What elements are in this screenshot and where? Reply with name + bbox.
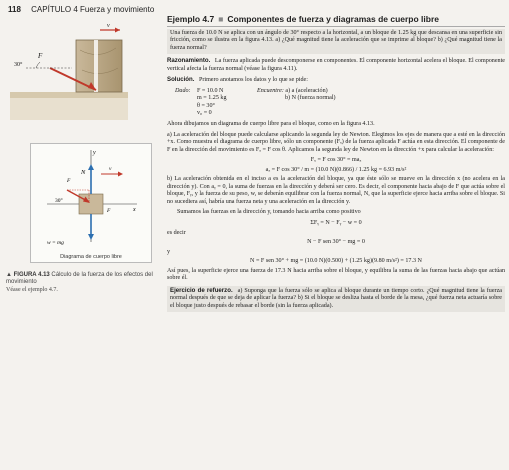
example-number: Ejemplo 4.7 [167, 14, 215, 24]
solution-intro: Primero anotamos los datos y lo que se pide: [198, 77, 308, 84]
fbd-block [79, 194, 103, 214]
reasoning-text: La fuerza aplicada puede descomponerse en componentes. El componente horizontal acelera el bloque. El componente vertical afecta la fuerza normal (véase la figura 4.11). [167, 58, 505, 72]
reinforcement-exercise [167, 286, 505, 313]
paragraph-conclusion: Así pues, la superficie ejerce una fuerza de 17.3 N hacia arriba sobre el bloque, y equilibra la suma de las fuerzas hacia abajo que actúan sobre él. [167, 267, 505, 282]
weight-label: w = mg [47, 240, 64, 246]
contact-strip [94, 40, 98, 92]
exercise-heading: Ejercicio de refuerzo. [170, 286, 233, 294]
equation-2: aₓ = F cos 30° / m = (10.0 N)(0.866) / 1.25 kg = 6.93 m/s² [265, 166, 407, 173]
angle-label: 30° [14, 62, 23, 68]
block-figure [10, 20, 128, 120]
caption-reference: Véase el ejemplo 4.7. [6, 287, 58, 294]
normal-label: N [81, 169, 86, 176]
caption-triangle-icon: ▲ [6, 272, 12, 278]
y-connector-text: y [167, 248, 171, 255]
fbd-caption: Diagrama de cuerpo libre [60, 254, 122, 260]
paragraph-part-a: a) La aceleración del bloque puede calcularse aplicando la segunda ley de Newton. Elegimos los ejes de manera que a esté en la dirección +x. Como muestra el diagrama de cuerpo libre, sólo un componente (Fₓ) de la fuerza aplicada F actúa en esta dirección. El componente de F en la dirección del movimiento es Fₓ = F cos θ. Aplicamos la segunda ley de Newton en la dirección +x para calcular la aceleración: [167, 131, 505, 153]
free-body-diagram [31, 144, 151, 248]
table-front [10, 98, 128, 120]
page-header [8, 5, 154, 14]
fx-label: F [67, 178, 71, 184]
solution-heading: Solución. [167, 76, 195, 84]
y-axis-label: y [93, 150, 96, 156]
velocity-label: v [107, 23, 110, 29]
table-surface [10, 92, 128, 98]
paragraph-sum-forces: Sumamos las fuerzas en la dirección y, tomando hacia arriba como positivo [177, 209, 361, 216]
title-separator-icon: ■ [218, 14, 224, 24]
given-3: θ = 30° [197, 102, 215, 109]
reasoning-paragraph [167, 57, 505, 73]
equation-1: Fₓ = F cos 30° = maₓ [310, 157, 362, 164]
paragraph-fbd: Ahora dibujamos un diagrama de cuerpo libre para el bloque, como en la figura 4.13. [167, 121, 375, 127]
caption-label: FIGURA 4.13 [13, 272, 50, 278]
find-label: Encuentre: [257, 87, 284, 94]
fbd-velocity-label: v [109, 166, 112, 172]
fy-label: F [107, 208, 111, 214]
figure-caption [6, 272, 156, 295]
fbd-angle-label: 30° [55, 198, 63, 204]
reasoning-heading: Razonamiento. [167, 57, 211, 65]
solution-paragraph [167, 76, 505, 85]
equation-3: ΣFᵧ = N − Fᵧ − w = 0 [310, 220, 362, 227]
given-2: m = 1.25 kg [197, 95, 227, 102]
exercise-text: a) Suponga que la fuerza sólo se aplica al bloque durante un tiempo corto. ¿Qué magnitud tiene la fuerza normal después de que se deja de aplicar la fuerza? b) Si el bloque se desliza hasta el borde de la mesa, ¿qué fuerza neta actuaría sobre el bloque justo después de rebasar el borde (sin la fuerza aplicada). [170, 287, 502, 309]
caption-text: Cálculo de la fuerza de los efectos del movimiento [6, 272, 153, 286]
find-b: b) N (fuerza normal) [285, 95, 336, 102]
page-number: 118 [8, 5, 21, 14]
find-a: a) a (aceleración) [285, 87, 328, 94]
given-4: v₀ = 0 [197, 110, 212, 117]
x-axis-label: x [133, 207, 136, 213]
force-label: F [38, 52, 43, 60]
free-body-diagram-panel [30, 143, 152, 263]
paragraph-part-b: b) La aceleración obtenida en el inciso a es la aceleración del bloque, ya que éste sólo se mueve en la dirección x (no acelera en la dirección y). Con aᵧ = 0, la suma de fuerzas en la dirección y deberá ser cero. Es decir, el componente hacia abajo de F que actúa sobre el bloque, Fᵧ, y la fuerza de su peso, w, se deberán equilibrar con la fuerza normal, N, que la superficie ejerce hacia arriba sobre el bloque. Si no sucediera así, habría una fuerza neta y una aceleración en la dirección y. [167, 176, 505, 205]
example-column [167, 14, 505, 315]
chapter-title: CAPÍTULO 4 Fuerza y movimiento [31, 5, 155, 14]
example-heading: Componentes de fuerza y diagramas de cuerpo libre [227, 14, 440, 24]
es-decir-text: es decir [167, 229, 186, 236]
given-label: Dado: [175, 87, 191, 94]
equation-5: N = F sen 30° + mg = (10.0 N)(0.500) + (1.25 kg)(9.80 m/s²) = 17.3 N [250, 258, 422, 265]
given-data [175, 88, 505, 118]
equation-4: N − F sen 30° − mg = 0 [307, 239, 365, 246]
given-1: F = 10.0 N [197, 87, 224, 94]
problem-statement: Una fuerza de 10.0 N se aplica con un ángulo de 30° respecto a la horizontal, a un bloque de 1.25 kg que descansa en una superficie sin fricción, como se ilustra en la figura 4.13. a) ¿Qué magnitud tiene la aceleración que se imprime al bloque? b) ¿Qué magnitud tiene la fuerza normal? [167, 29, 505, 55]
example-title [167, 14, 505, 27]
